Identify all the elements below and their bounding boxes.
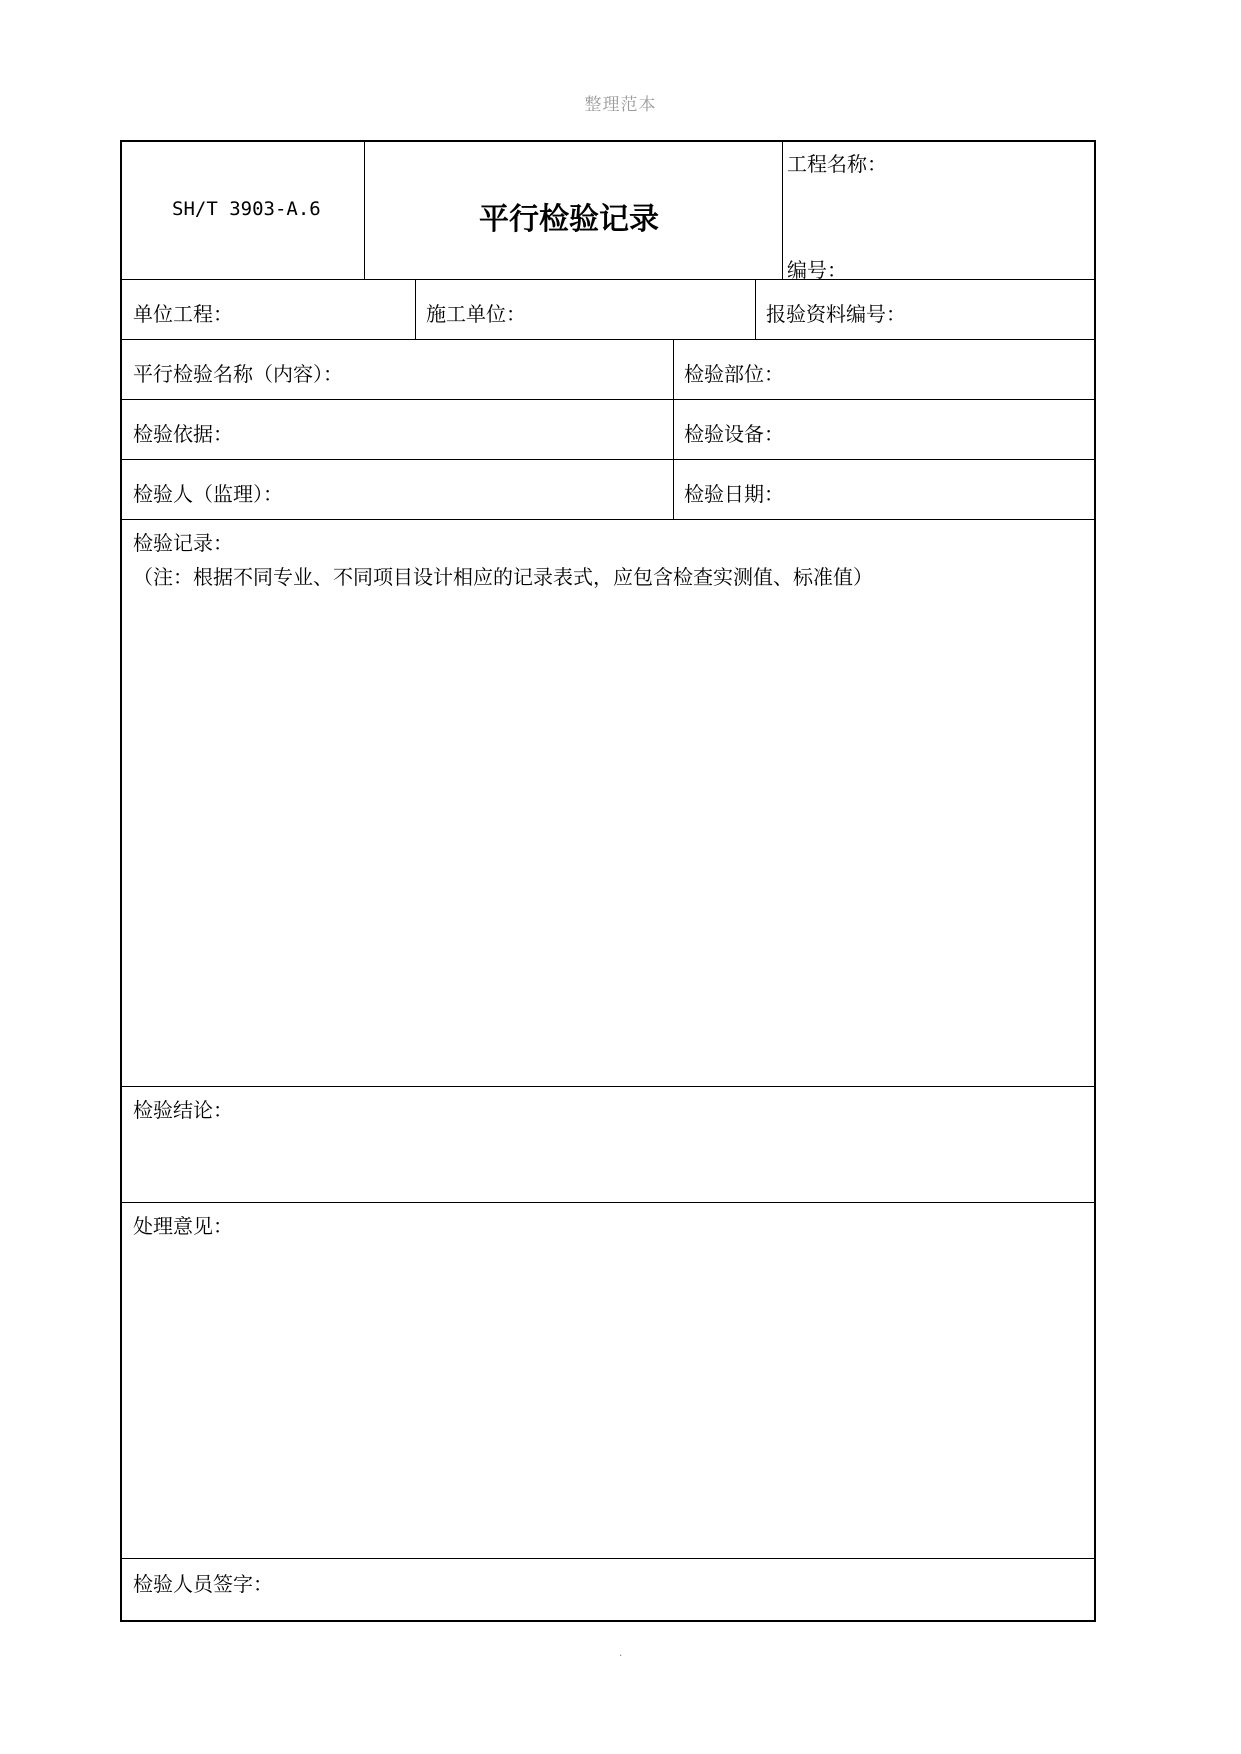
divider bbox=[122, 399, 1094, 400]
inspection-location-label: 检验部位： bbox=[684, 362, 784, 386]
record-note: （注：根据不同专业、不同项目设计相应的记录表式，应包含检查实测值、标准值） bbox=[133, 565, 873, 589]
header-note: 整理范本 bbox=[584, 95, 657, 115]
construction-unit-label: 施工单位： bbox=[426, 302, 526, 326]
project-name-label: 工程名称： bbox=[787, 152, 887, 176]
record-label: 检验记录： bbox=[133, 531, 233, 555]
inspection-basis-label: 检验依据： bbox=[133, 422, 233, 446]
form-code: SH/T 3903-A.6 bbox=[172, 198, 321, 220]
form-title: 平行检验记录 bbox=[479, 202, 659, 237]
divider bbox=[122, 1086, 1094, 1087]
divider bbox=[122, 1202, 1094, 1203]
divider bbox=[415, 279, 416, 339]
divider bbox=[755, 279, 756, 339]
inspection-equipment-label: 检验设备： bbox=[684, 422, 784, 446]
divider bbox=[122, 519, 1094, 520]
divider bbox=[364, 142, 365, 279]
divider bbox=[122, 339, 1094, 340]
unit-project-label: 单位工程： bbox=[133, 302, 233, 326]
divider bbox=[122, 279, 1094, 280]
footer-mark: . bbox=[619, 1648, 623, 1659]
divider bbox=[122, 1558, 1094, 1559]
handling-label: 处理意见： bbox=[133, 1214, 233, 1238]
divider bbox=[122, 459, 1094, 460]
number-label: 编号： bbox=[787, 258, 847, 282]
inspector-label: 检验人（监理）： bbox=[133, 482, 283, 506]
report-doc-no-label: 报验资料编号： bbox=[766, 302, 906, 326]
inspection-form bbox=[120, 140, 1096, 1622]
inspection-date-label: 检验日期： bbox=[684, 482, 784, 506]
divider bbox=[782, 142, 783, 279]
inspection-name-label: 平行检验名称（内容）： bbox=[133, 362, 343, 386]
conclusion-label: 检验结论： bbox=[133, 1098, 233, 1122]
signature-label: 检验人员签字： bbox=[133, 1572, 273, 1596]
divider bbox=[673, 339, 674, 519]
